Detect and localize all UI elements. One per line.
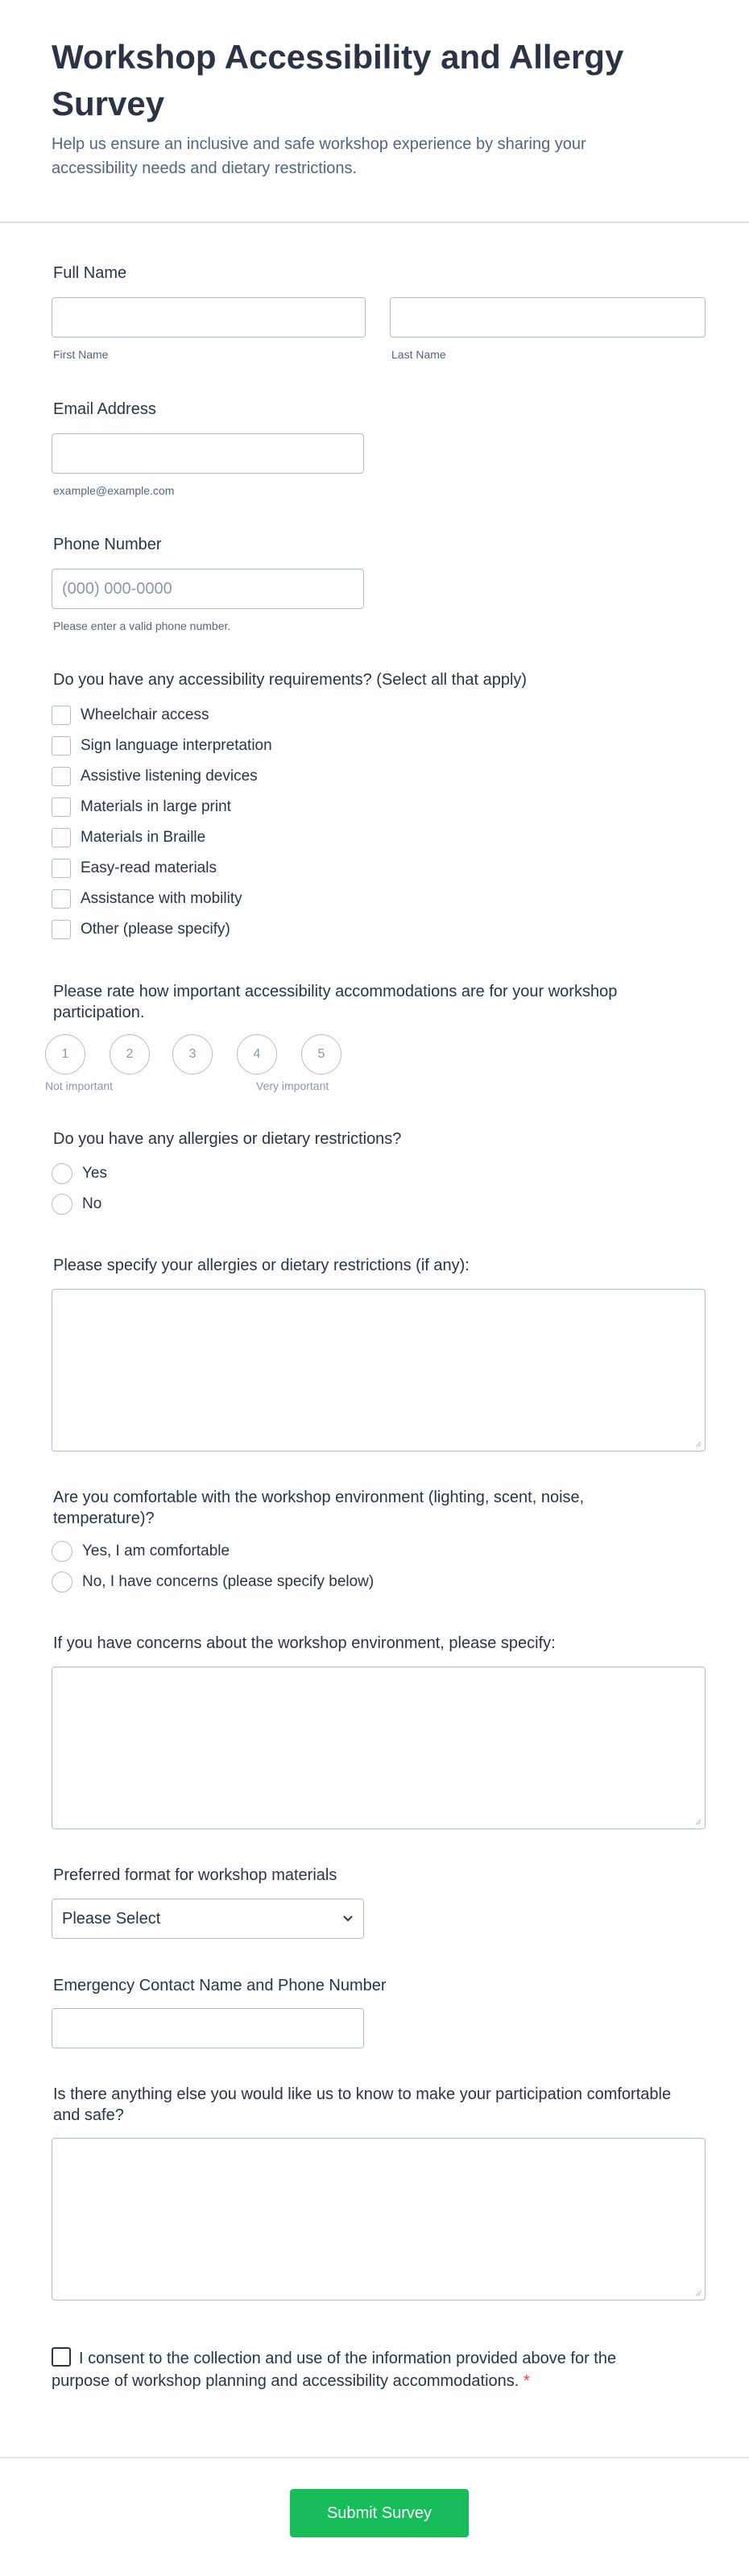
radio-button[interactable]	[52, 1572, 72, 1592]
rating-low-label: Not important	[45, 1079, 114, 1092]
form-title: Workshop Accessibility and Allergy Survey	[52, 38, 624, 122]
radio-option[interactable]: Yes	[52, 1162, 107, 1185]
format-label: Preferred format for workshop materials	[53, 1866, 337, 1884]
email-input[interactable]	[52, 433, 364, 474]
checkbox[interactable]	[52, 706, 71, 725]
environment-details-label: If you have concerns about the workshop environment, please specify:	[53, 1634, 556, 1652]
allergy-details-textarea[interactable]	[52, 1289, 706, 1452]
format-select[interactable]	[52, 1899, 364, 1939]
consent-checkbox[interactable]	[52, 2347, 71, 2367]
form-subtitle: Help us ensure an inclusive and safe workshop experience by sharing your accessibility needs and dietary restrictions.	[52, 135, 586, 177]
first-name-input[interactable]	[52, 297, 366, 338]
rating-option-3[interactable]: 3	[172, 1034, 213, 1075]
checkbox[interactable]	[52, 889, 71, 909]
chevron-down-icon	[342, 1915, 354, 1923]
checkbox[interactable]	[52, 736, 71, 756]
accessibility-label: Do you have any accessibility requirements? (Select all that apply)	[53, 671, 528, 689]
first-name-sublabel: First Name	[53, 348, 109, 361]
rating-high-label: Very important	[256, 1079, 329, 1092]
allergies-label: Do you have any allergies or dietary restrictions?	[53, 1130, 402, 1148]
radio-button[interactable]	[52, 1194, 72, 1215]
checkbox-option[interactable]: Materials in large print	[52, 796, 231, 818]
last-name-sublabel: Last Name	[391, 348, 446, 361]
radio-button[interactable]	[52, 1163, 72, 1184]
phone-label: Phone Number	[53, 536, 162, 553]
footer-divider	[0, 2457, 749, 2458]
environment-label: Are you comfortable with the workshop environment (lighting, scent, noise, temperature)?	[53, 1489, 585, 1527]
phone-input[interactable]	[52, 569, 364, 609]
radio-button[interactable]	[52, 1541, 72, 1562]
consent-text: I consent to the collection and use of the information provided above for the purpose of workshop planning and accessibility accommodations.	[52, 2350, 617, 2390]
format-selected-value: Please Select	[62, 1909, 161, 1928]
rating-option-1[interactable]: 1	[45, 1034, 85, 1075]
consent-row	[52, 2347, 672, 2392]
email-sublabel: example@example.com	[53, 484, 175, 497]
checkbox-option[interactable]: Other (please specify)	[52, 918, 230, 941]
required-asterisk: *	[523, 2372, 530, 2390]
email-label: Email Address	[53, 400, 156, 418]
radio-option[interactable]: No	[52, 1193, 101, 1216]
checkbox[interactable]	[52, 859, 71, 878]
other-info-textarea[interactable]	[52, 2138, 706, 2301]
radio-option[interactable]: No, I have concerns (please specify below)	[52, 1571, 374, 1593]
checkbox-option[interactable]: Sign language interpretation	[52, 735, 272, 757]
checkbox[interactable]	[52, 767, 71, 786]
other-info-label: Is there anything else you would like us to know to make your participation comfortable and safe?	[53, 2085, 672, 2124]
header-divider	[0, 222, 749, 223]
checkbox-option[interactable]: Wheelchair access	[52, 704, 209, 727]
rating-option-2[interactable]: 2	[110, 1034, 150, 1075]
allergy-details-label: Please specify your allergies or dietary restrictions (if any):	[53, 1257, 470, 1274]
rating-label: Please rate how important accessibility accommodations are for your workshop participation.	[53, 983, 618, 1021]
checkbox[interactable]	[52, 828, 71, 847]
rating-option-4[interactable]: 4	[237, 1034, 277, 1075]
emergency-label: Emergency Contact Name and Phone Number	[53, 1977, 387, 1994]
environment-details-textarea[interactable]	[52, 1667, 706, 1829]
checkbox[interactable]	[52, 920, 71, 939]
resize-handle-icon[interactable]	[693, 2288, 701, 2296]
checkbox[interactable]	[52, 797, 71, 817]
checkbox-option[interactable]: Materials in Braille	[52, 826, 205, 849]
checkbox-option[interactable]: Easy-read materials	[52, 857, 217, 880]
submit-button[interactable]: Submit Survey	[290, 2489, 469, 2537]
resize-handle-icon[interactable]	[693, 1439, 701, 1447]
full-name-label: Full Name	[53, 264, 127, 282]
last-name-input[interactable]	[390, 297, 706, 338]
checkbox-option[interactable]: Assistance with mobility	[52, 888, 242, 910]
phone-sublabel: Please enter a valid phone number.	[53, 619, 231, 632]
radio-option[interactable]: Yes, I am comfortable	[52, 1540, 230, 1563]
resize-handle-icon[interactable]	[693, 1817, 701, 1825]
emergency-contact-input[interactable]	[52, 2008, 364, 2048]
checkbox-option[interactable]: Assistive listening devices	[52, 765, 258, 788]
rating-option-5[interactable]: 5	[301, 1034, 341, 1075]
